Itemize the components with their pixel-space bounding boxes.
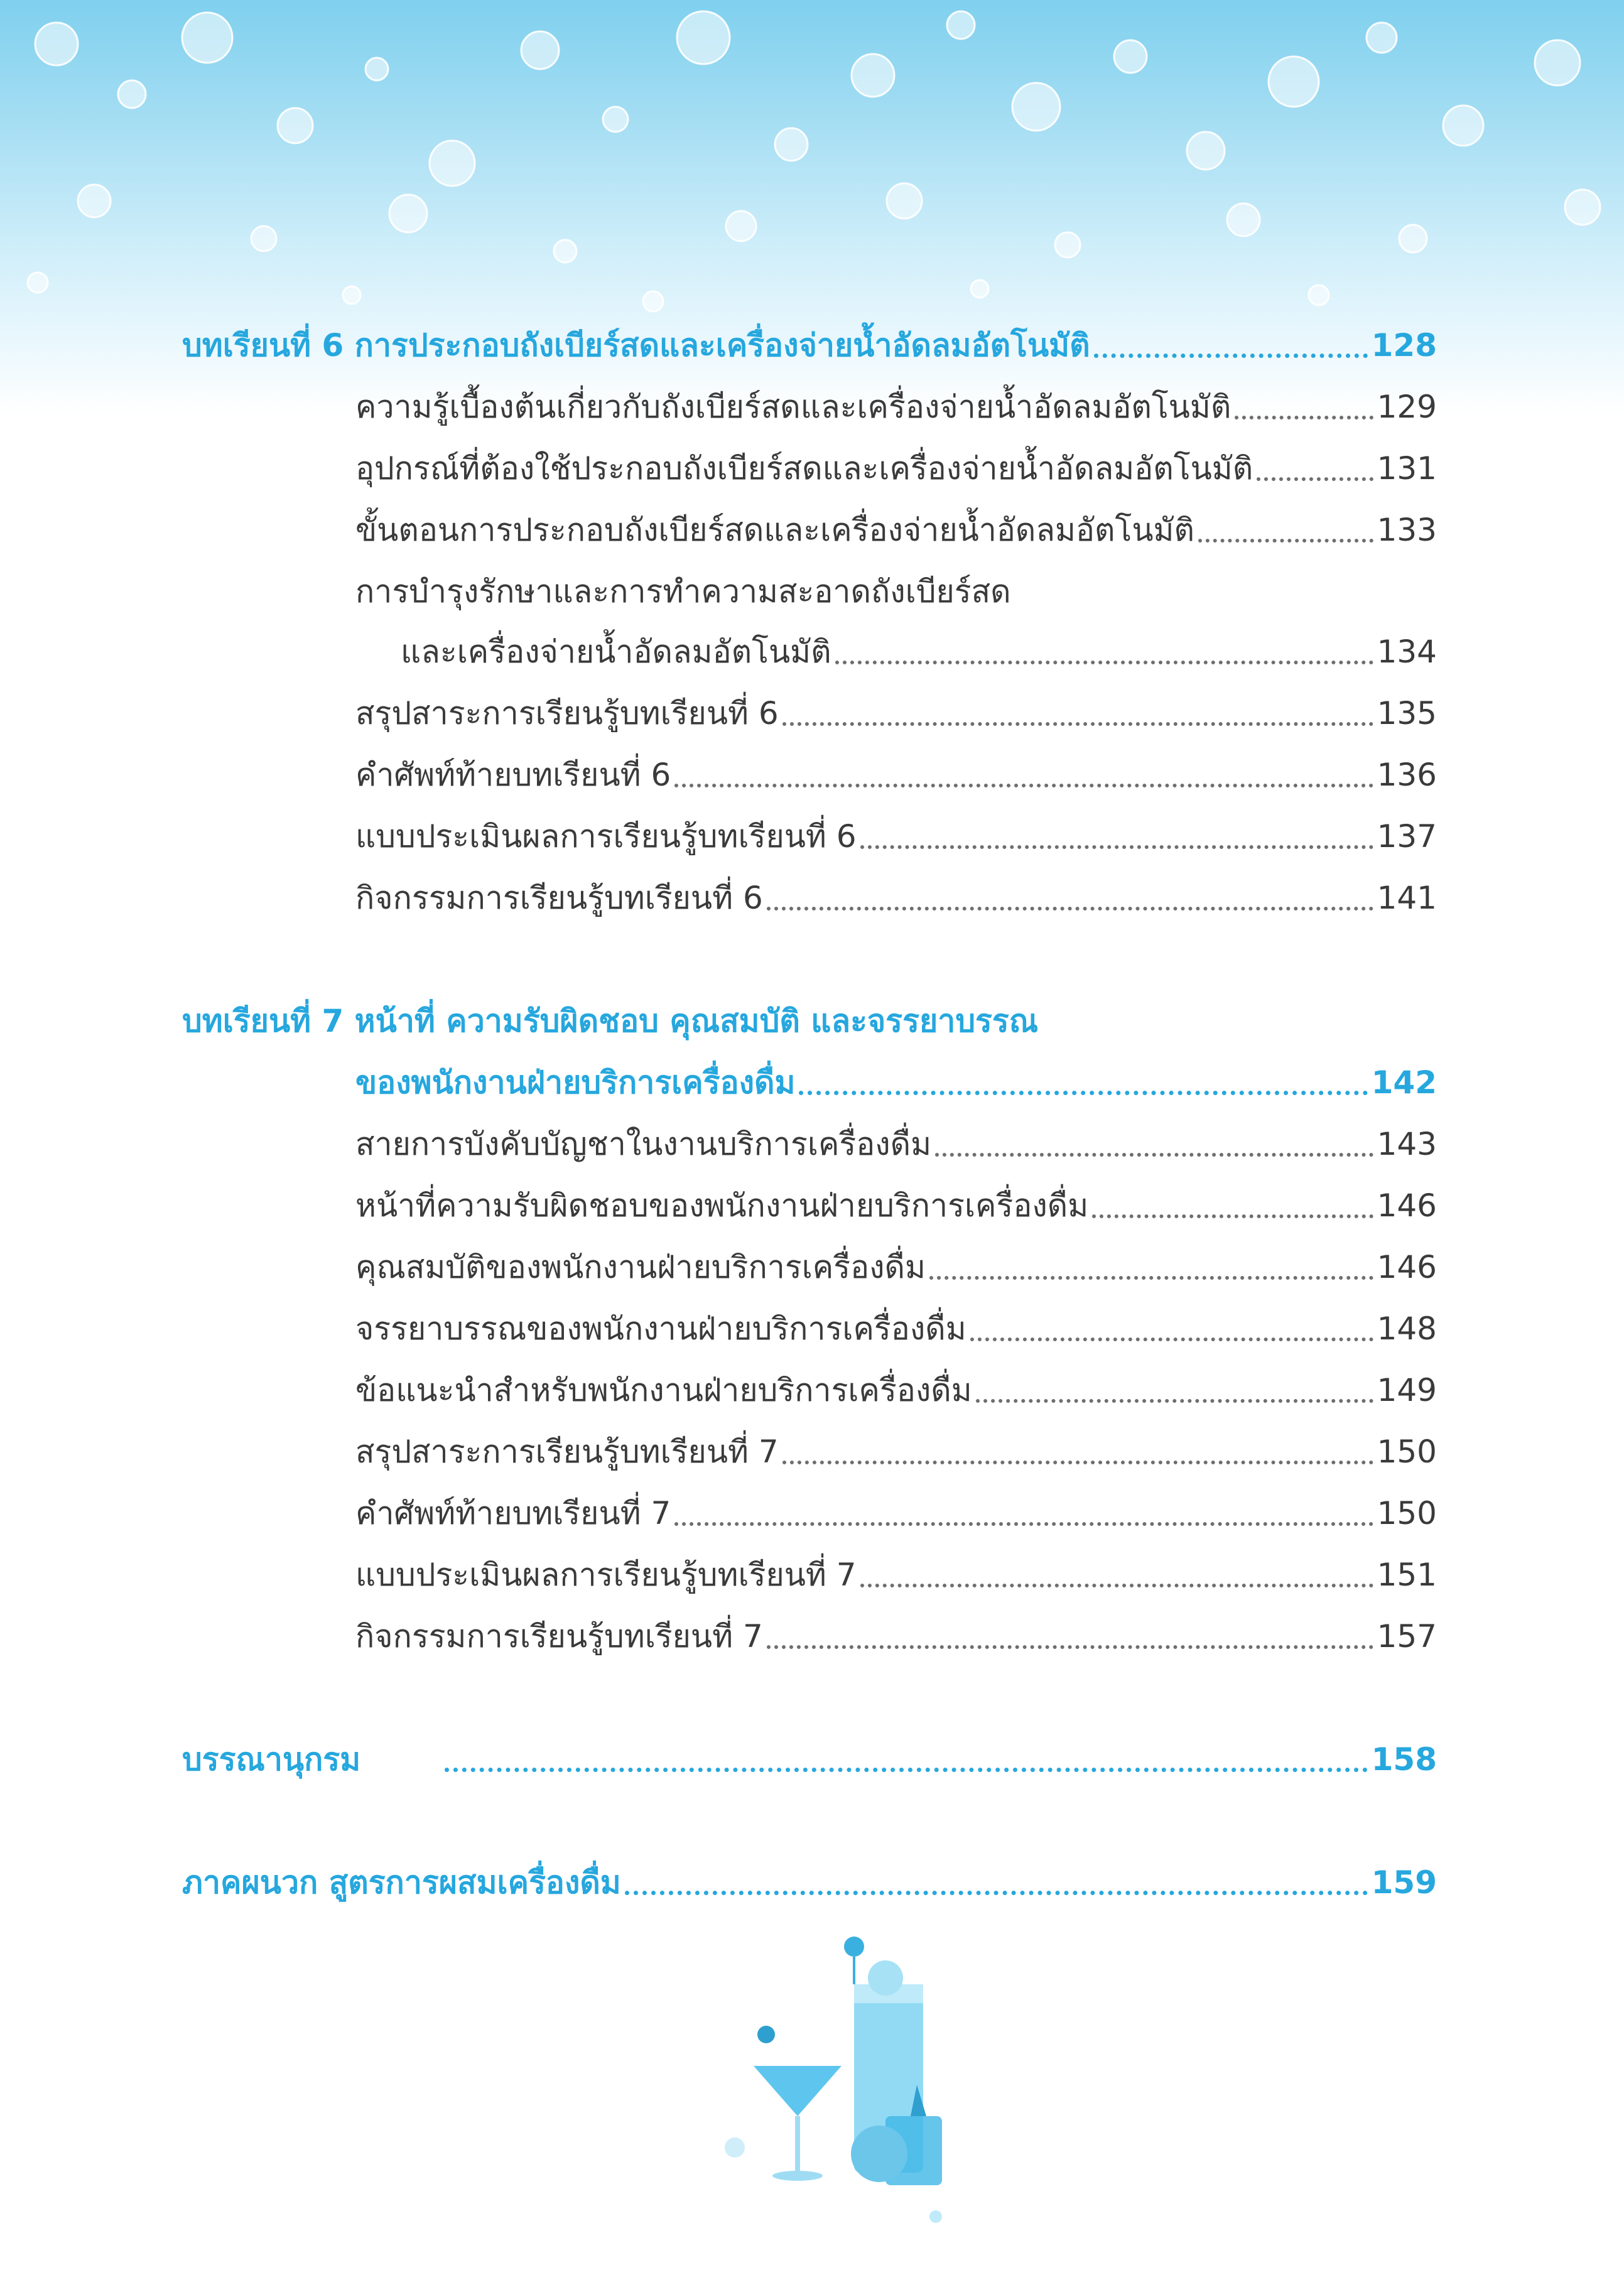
toc-page-number: 134 [1377, 634, 1437, 670]
toc-page-number: 157 [1377, 1618, 1437, 1655]
toc-page-number: 146 [1377, 1187, 1437, 1224]
toc-entry[interactable] [355, 1242, 1437, 1292]
toc-page-number: 142 [1371, 1064, 1437, 1101]
dot-leader [625, 1891, 1368, 1895]
toc-entry-label: การบำรุงรักษาและการทำความสะอาดถังเบียร์สด [355, 573, 1011, 610]
toc-entry-label: แบบประเมินผลการเรียนรู้บทเรียนที่ 6 [355, 818, 857, 855]
toc-entry[interactable] [355, 505, 1437, 555]
toc-entry[interactable] [355, 382, 1437, 432]
toc-page-number: 148 [1377, 1310, 1437, 1347]
toc-page-number: 159 [1371, 1864, 1437, 1901]
toc-page-number: 150 [1377, 1434, 1437, 1470]
toc-entry-label: ความรู้เบื้องต้นเกี่ยวกับถังเบียร์สดและเครื่องจ่ายน้ำอัดลมอัตโนมัติ [355, 389, 1232, 425]
dot-leader [782, 1461, 1373, 1464]
dot-leader [767, 1645, 1373, 1649]
dot-leader [1257, 477, 1373, 481]
toc-entry[interactable] [355, 566, 1437, 617]
toc-entry[interactable] [355, 750, 1437, 800]
toc-appendix[interactable] [182, 1857, 1437, 1908]
toc-entry[interactable] [355, 1488, 1437, 1538]
toc-page-number: 149 [1377, 1372, 1437, 1408]
toc-page-number: 141 [1377, 880, 1437, 916]
dot-leader [860, 1584, 1373, 1587]
toc-entry[interactable] [355, 1427, 1437, 1477]
dot-leader [860, 845, 1373, 849]
dot-leader [970, 1337, 1373, 1341]
toc-page-number: 151 [1377, 1557, 1437, 1593]
toc-heading-label: ของพนักงานฝ่ายบริการเครื่องดื่ม [355, 1064, 796, 1101]
toc-heading-lesson-7-cont[interactable] [355, 1057, 1437, 1108]
dot-leader [835, 661, 1373, 664]
toc-page-number: 137 [1377, 818, 1437, 855]
toc-page-number: 158 [1371, 1741, 1437, 1778]
toc-entry[interactable] [355, 1181, 1437, 1231]
toc-entry[interactable] [355, 688, 1437, 738]
toc-entry[interactable] [355, 1304, 1437, 1354]
toc-page-number: 133 [1377, 512, 1437, 548]
dot-leader [1094, 354, 1368, 358]
dot-leader [1092, 1214, 1373, 1218]
cocktail-illustration [697, 1928, 999, 2229]
toc-entry-label: และเครื่องจ่ายน้ำอัดลมอัตโนมัติ [401, 634, 831, 670]
toc-bibliography[interactable] [182, 1734, 1437, 1785]
toc-entry[interactable] [355, 1365, 1437, 1415]
toc-entry[interactable] [401, 627, 1437, 677]
toc-entry[interactable] [355, 811, 1437, 862]
dot-leader [1198, 539, 1373, 543]
dot-leader [674, 784, 1373, 787]
dot-leader [799, 1091, 1367, 1095]
toc-entry-label: จรรยาบรรณของพนักงานฝ่ายบริการเครื่องดื่ม [355, 1310, 966, 1347]
dot-leader [929, 1276, 1373, 1280]
toc-entry-label: กิจกรรมการเรียนรู้บทเรียนที่ 7 [355, 1618, 763, 1655]
toc-entry[interactable] [355, 443, 1437, 494]
toc-entry-label: หน้าที่ความรับผิดชอบของพนักงานฝ่ายบริการเครื่องดื่ม [355, 1187, 1089, 1224]
dot-leader [782, 722, 1373, 726]
toc-page-number: 150 [1377, 1495, 1437, 1532]
toc-heading-label: ภาคผนวก สูตรการผสมเครื่องดื่ม [182, 1864, 621, 1901]
toc-entry-label: คำศัพท์ท้ายบทเรียนที่ 7 [355, 1495, 671, 1532]
toc-page-number: 143 [1377, 1126, 1437, 1162]
dot-leader [674, 1522, 1373, 1526]
toc-entry[interactable] [355, 1119, 1437, 1169]
toc-entry-label: คุณสมบัติของพนักงานฝ่ายบริการเครื่องดื่ม [355, 1249, 926, 1285]
toc-heading-label: บทเรียนที่ 6 การประกอบถังเบียร์สดและเครื่องจ่ายน้ำอัดลมอัตโนมัติ [182, 327, 1090, 364]
toc-heading-label: บรรณานุกรม [182, 1741, 361, 1778]
toc-entry[interactable] [355, 1550, 1437, 1600]
toc-entry-label: ขั้นตอนการประกอบถังเบียร์สดและเครื่องจ่ายน้ำอัดลมอัตโนมัติ [355, 512, 1194, 548]
dot-leader [935, 1153, 1373, 1157]
dot-leader [976, 1399, 1373, 1403]
toc-entry[interactable] [355, 873, 1437, 923]
toc-entry[interactable] [355, 1611, 1437, 1662]
toc-entry-label: สายการบังคับบัญชาในงานบริการเครื่องดื่ม [355, 1126, 932, 1162]
toc-entry-label: สรุปสาระการเรียนรู้บทเรียนที่ 7 [355, 1434, 779, 1470]
toc-heading-lesson-6[interactable] [182, 320, 1437, 370]
toc-page-number: 129 [1377, 389, 1437, 425]
toc-page-number: 131 [1377, 450, 1437, 487]
dot-leader [1235, 416, 1373, 419]
dot-leader [445, 1768, 1368, 1772]
toc-entry-label: คำศัพท์ท้ายบทเรียนที่ 6 [355, 757, 671, 793]
toc-page-number: 128 [1371, 327, 1437, 364]
toc-page-number: 135 [1377, 695, 1437, 732]
toc-entry-label: แบบประเมินผลการเรียนรู้บทเรียนที่ 7 [355, 1557, 857, 1593]
toc-entry-label: กิจกรรมการเรียนรู้บทเรียนที่ 6 [355, 880, 763, 916]
toc-page-number: 136 [1377, 757, 1437, 793]
dot-leader [767, 907, 1373, 911]
toc-entry-label: ข้อแนะนำสำหรับพนักงานฝ่ายบริการเครื่องดื่ม [355, 1372, 972, 1408]
toc-entry-label: อุปกรณ์ที่ต้องใช้ประกอบถังเบียร์สดและเครื่องจ่ายน้ำอัดลมอัตโนมัติ [355, 450, 1253, 487]
toc-heading-lesson-7[interactable] [182, 996, 1437, 1046]
toc-entry-label: สรุปสาระการเรียนรู้บทเรียนที่ 6 [355, 695, 779, 732]
toc-heading-label: บทเรียนที่ 7 หน้าที่ ความรับผิดชอบ คุณสมบัติ และจรรยาบรรณ [182, 1003, 1039, 1039]
toc-page-number: 146 [1377, 1249, 1437, 1285]
